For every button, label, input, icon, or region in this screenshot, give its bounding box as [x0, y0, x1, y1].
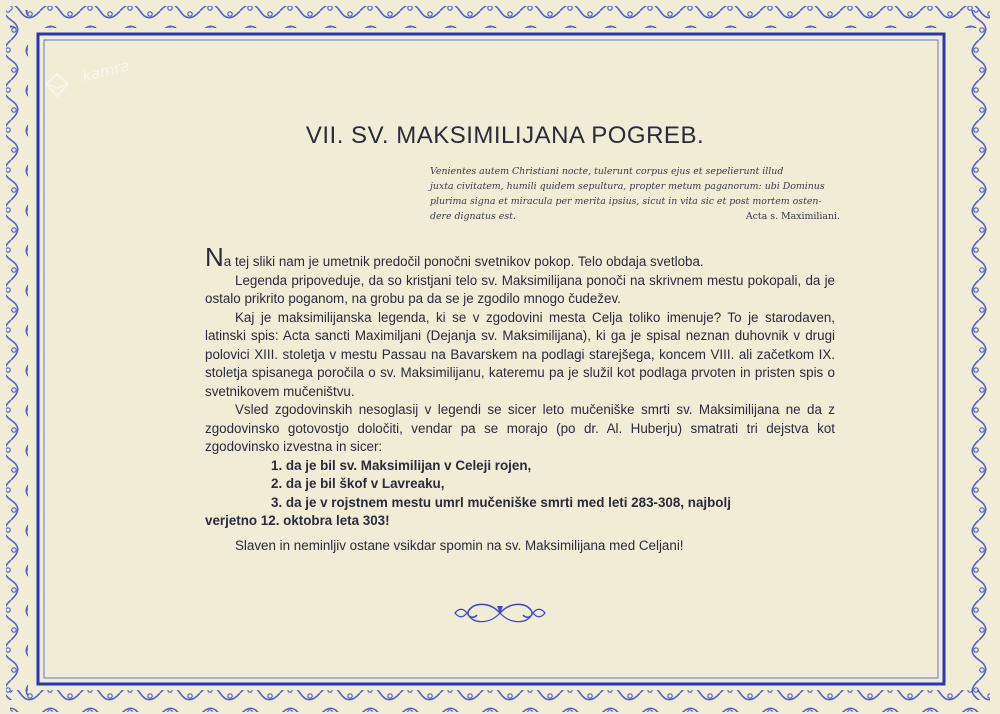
motto-last-line [430, 209, 840, 224]
floral-ornament-icon [445, 598, 555, 628]
motto-line: juxta civitatem, humili quidem sepultura, propter metum paganorum: ubi Dominus [430, 181, 825, 192]
watermark-text: kamra [80, 56, 132, 86]
fact-item: 2. da je bil škof v Lavreaku, [271, 476, 445, 491]
closing-paragraph: Slaven in neminljiv ostane vsikdar spomin na sv. Maksimilijana med Celjani! [235, 537, 684, 553]
chapter-title: VII. SV. MAKSIMILIJANA POGREB. [305, 122, 705, 149]
motto-line: plurima signa et miracula per merita ipsius, sicut in vita sic et post mortem osten- [430, 196, 822, 207]
motto-line: Venientes autem Christiani nocte, tulerunt corpus ejus et sepelierunt illud [430, 166, 784, 177]
fact-item-continued: verjetno 12. oktobra leta 303! [205, 513, 390, 528]
paragraph-1 [205, 242, 835, 272]
page-content [125, 100, 885, 555]
paragraph-3: Kaj je maksimilijanska legenda, ki se v zgodovini mesta Celja toliko imenuje? To je starodaven, latinski spis: Acta sancti Maximiljani (Dejanja sv. Maksimilijana), ki ga je spisal neznan duhovnik v drugi polovici XIII. stoletja v mestu Passau na Bavarskem na podlagi starejšega, koncem VIII. ali začetkom IX. stoletja spisanega poročila o sv. Maksimilijanu, kateremu pa je služil kot podlaga prvoten in pristen spis o svetnikovem mučeništvu. [205, 309, 835, 399]
fact-item: 3. da je v rojstnem mestu umrl mučeniške smrti med leti 283-308, najbolj [271, 494, 731, 510]
fact-item: 1. da je bil sv. Maksimilijan v Celeji rojen, [271, 457, 532, 473]
paragraph-2: Legenda pripoveduje, da so kristjani telo sv. Maksimilijana ponoči na skrivnem mestu pokopali, da je ostalo prikrito poganom, na grobu pa da se je zgodilo mnogo čudežev. [205, 272, 835, 306]
kamra-logo-icon [42, 70, 72, 100]
facts-list [205, 457, 835, 531]
motto-line: dere dignatus est. [430, 211, 516, 222]
dropcap: N [205, 242, 224, 272]
latin-motto [430, 164, 840, 224]
kamra-watermark [38, 36, 148, 106]
body-text [205, 242, 835, 555]
paragraph-1-text: a tej sliki nam je umetnik predočil ponočni svetnikov pokop. Telo obdaja svetloba. [223, 254, 704, 269]
paragraph-4: Vsled zgodovinskih nesoglasij v legendi se sicer leto mučeniške smrti sv. Maksimilijana ne da z zgodovinsko gotovostjo določiti, vendar pa se morajo (po dr. Al. Huberju) smatrati tri dejstva kot zgodovinsko izvestna in sicer: [205, 402, 835, 454]
motto-source: Acta s. Maximiliani. [745, 211, 840, 222]
